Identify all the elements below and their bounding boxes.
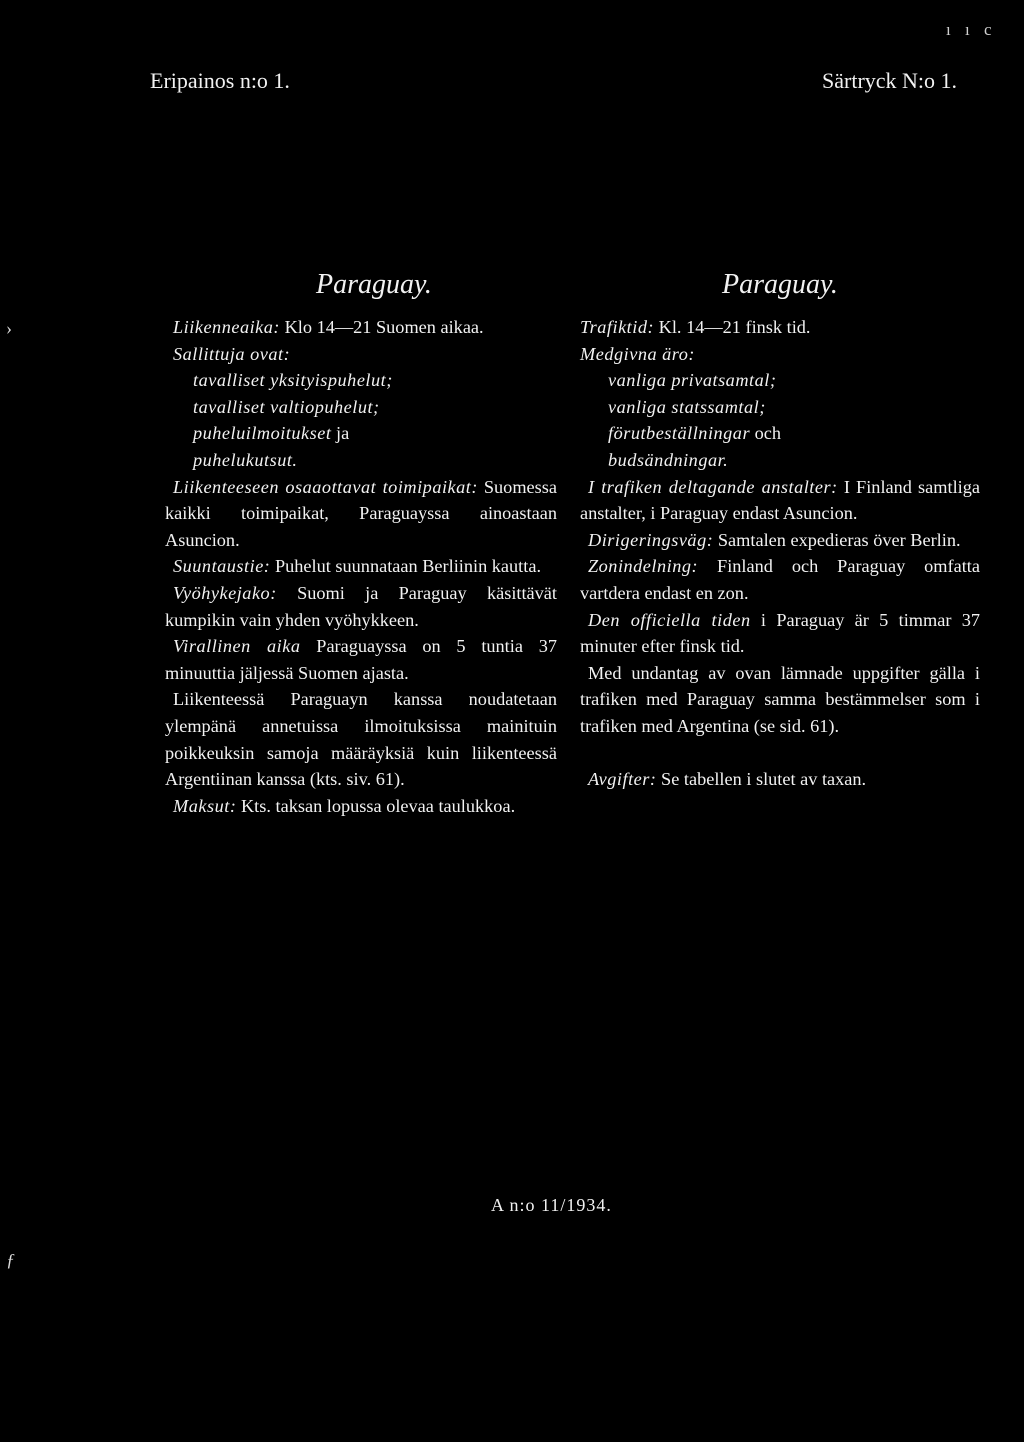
list-item: vanliga statssamtal; bbox=[608, 396, 766, 417]
reprint-number-finnish: Eripainos n:o 1. bbox=[150, 68, 290, 93]
text: Suomessa kaikki toimipaikat, Paraguayssa ainoastaan Asuncion. bbox=[165, 476, 557, 550]
finnish-zones bbox=[165, 580, 557, 633]
swedish-allowed-list bbox=[580, 367, 980, 473]
swedish-title: Paraguay. bbox=[722, 269, 838, 300]
text: Se tabellen i slutet av taxan. bbox=[656, 768, 867, 789]
list-item: budsändningar. bbox=[608, 449, 729, 470]
text: Kts. taksan lopussa olevaa taulukkoa. bbox=[236, 795, 516, 816]
label: Virallinen aika bbox=[173, 636, 301, 657]
label: I trafiken deltagande anstalter: bbox=[588, 476, 838, 497]
list-join: och bbox=[750, 423, 782, 444]
finnish-official-time bbox=[165, 633, 557, 686]
label: Suuntaustie: bbox=[173, 556, 271, 577]
list-item: tavalliset valtiopuhelut; bbox=[193, 396, 380, 417]
list-item-text: förutbeställningar bbox=[608, 423, 751, 444]
label: Liikenteeseen osaaottavat toimipaikat: bbox=[173, 476, 478, 497]
label: Maksut: bbox=[173, 795, 237, 816]
label: Zonindelning: bbox=[588, 556, 699, 577]
finnish-participating-stations bbox=[165, 474, 557, 554]
list-item bbox=[608, 420, 980, 447]
finnish-title: Paraguay. bbox=[316, 269, 432, 300]
text: Samtalen expedieras över Berlin. bbox=[713, 529, 961, 550]
corner-mark: ı ı c bbox=[946, 20, 997, 39]
list-item: tavalliset yksityispuhelut; bbox=[193, 370, 393, 391]
list-item: vanliga privatsamtal; bbox=[608, 370, 777, 391]
list-item bbox=[193, 420, 557, 447]
label: Trafiktid: bbox=[580, 317, 655, 337]
finnish-traffic-hours bbox=[165, 314, 557, 341]
text: I Finland samtliga anstalter, i Paraguay endast Asuncion. bbox=[580, 476, 980, 524]
label: Vyöhykejako: bbox=[173, 582, 277, 603]
label: Dirigeringsväg: bbox=[588, 529, 714, 550]
label: Den officiella tiden bbox=[588, 609, 751, 630]
text: Klo 14—21 Suomen aikaa. bbox=[280, 317, 484, 337]
document-number: A n:o 11/1934. bbox=[491, 1195, 612, 1215]
swedish-fees bbox=[580, 766, 980, 793]
spacer bbox=[580, 740, 980, 766]
finnish-column bbox=[165, 268, 557, 819]
list-item: puhelukutsut. bbox=[193, 449, 298, 470]
text: Finland och Paraguay omfatta vartdera endast en zon. bbox=[580, 556, 980, 603]
finnish-routing bbox=[165, 553, 557, 580]
swedish-traffic-hours bbox=[580, 314, 980, 341]
label: Medgivna äro: bbox=[580, 343, 695, 364]
swedish-column bbox=[580, 268, 980, 792]
swedish-zones bbox=[580, 553, 980, 606]
edge-mark-top: › bbox=[6, 318, 12, 338]
finnish-rules: Liikenteessä Paraguayn kanssa noudatetaan ylempänä annetuissa ilmoituksissa mainituin poikkeuksin samoja määräyksiä kuin liikenteessä Argentiinan kanssa (kts. siv. 61). bbox=[165, 689, 557, 790]
label: Sallittuja ovat: bbox=[173, 343, 291, 364]
list-join: ja bbox=[331, 423, 350, 444]
swedish-allowed-label-para bbox=[580, 341, 980, 368]
text: Puhelut suunnataan Berliinin kautta. bbox=[270, 556, 542, 577]
swedish-routing bbox=[580, 527, 980, 554]
finnish-fees bbox=[165, 793, 557, 820]
reprint-number-swedish: Särtryck N:o 1. bbox=[822, 68, 958, 93]
edge-mark-bottom: ƒ bbox=[6, 1250, 15, 1270]
swedish-rules: Med undantag av ovan lämnade uppgifter gälla i trafiken med Paraguay samma bestämmelser som i trafiken med Argentina (se sid. 61). bbox=[580, 662, 980, 736]
text: Paraguayssa on 5 tuntia 37 minuuttia jäljessä Suomen ajasta. bbox=[165, 636, 557, 683]
text: Suomi ja Paraguay käsittävät kumpikin vain yhden vyöhykkeen. bbox=[165, 582, 557, 630]
swedish-participating-stations bbox=[580, 474, 980, 527]
text: Kl. 14—21 finsk tid. bbox=[654, 317, 811, 337]
label: Avgifter: bbox=[588, 768, 657, 789]
label: Liikenneaika: bbox=[173, 317, 281, 337]
swedish-official-time bbox=[580, 607, 980, 660]
finnish-allowed-list bbox=[165, 367, 557, 473]
list-item-text: puheluilmoitukset bbox=[193, 423, 332, 444]
text: i Paraguay är 5 timmar 37 minuter efter finsk tid. bbox=[580, 609, 980, 657]
finnish-allowed-label-para bbox=[165, 341, 557, 368]
